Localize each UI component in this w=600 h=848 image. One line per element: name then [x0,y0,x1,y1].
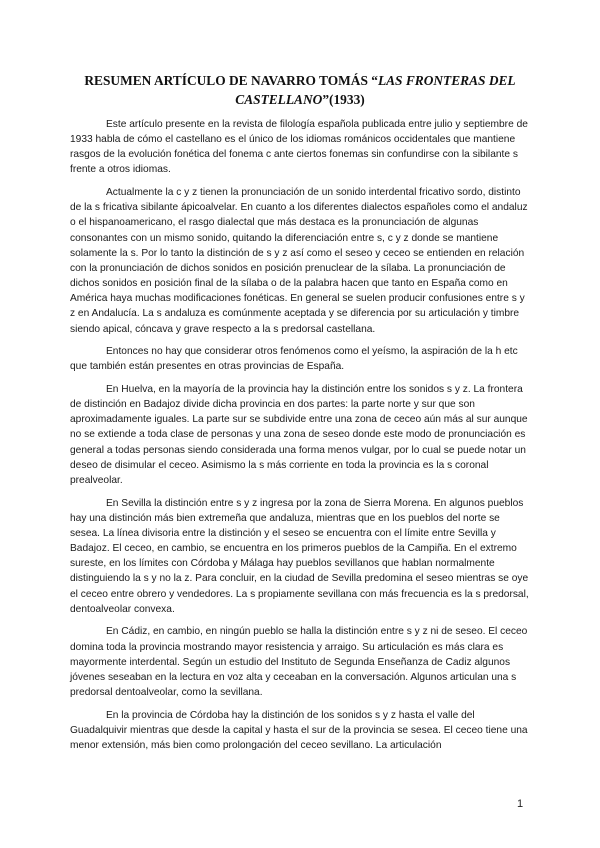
title-suffix: ”(1933) [322,92,365,107]
paragraph: En Huelva, en la mayoría de la provincia hay la distinción entre los sonidos s y z. La frontera de distinción en Badajoz divide dicha provincia en dos partes: la parte norte y sur que son aproximadamente iguales. La parte sur se subdivide entre una zona de ceceo aún más al sur aunque no se extiende a toda clase de personas y una zona de seseo donde este modo de pronunciación es general a todas personas siendo considerada una forma menos vulgar, por lo cual se puede notar un deseo de disimular el ceceo. Asimismo la s más corriente en toda la provincia es la s coronal prealveolar. [70,384,528,486]
paragraph: Este artículo presente en la revista de filología española publicada entre julio y septiembre de 1933 habla de cómo el castellano es el único de los idiomas románicos occidentales que mantiene rasgos de la evolución fonética del fonema c ante ciertos fonemas sin confundirse con la sibilante s frente a otros idiomas. [70,119,528,176]
document-title [80,71,520,109]
page-number: 1 [517,798,524,810]
title-italic: LAS FRONTERAS DEL CASTELLANO [235,73,516,107]
title-prefix: RESUMEN ARTÍCULO DE NAVARRO TOMÁS “ [84,73,378,88]
document-body [70,117,532,761]
paragraph: Actualmente la c y z tienen la pronunciación de un sonido interdental fricativo sordo, distinto de la s fricativa sibilante ápicoalvelar. En cuanto a los diferentes dialectos españoles como el andaluz o el hispanoamericano, el rasgo dialectal que más destaca es la pronunciación de algunas consonantes con un mismo sonido, quitando la diferenciación entre s, c y z donde se mantiene solamente la s. Por lo tanto la distinción de s y z así como el seseo y ceceo se entienden en relación con la pronunciación de dichos sonidos en posición prenuclear de la sílaba. La pronunciación de dichos sonidos en posición final de la sílaba o de la palabra hacen que tanto en España como en América haya muchas modificaciones fonéticas. En general se suelen producir confusiones entre s y z en Andalucía. La s andaluza es comúnmente aceptada y se diferencia por su articulación y timbre siendo apical, cóncava y grave respecto a la s predorsal castellana. [70,187,528,335]
paragraph: Entonces no hay que considerar otros fenómenos como el yeísmo, la aspiración de la h etc que también están presentes en otras provincias de España. [70,346,518,373]
paragraph: En Sevilla la distinción entre s y z ingresa por la zona de Sierra Morena. En algunos pueblos hay una distinción más bien extremeña que andaluza, mientras que en los pueblos del norte se sesea. La línea divisoria entre la distinción y el seseo se encuentra con el límite entre Sevilla y Badajoz. El ceceo, en cambio, se encuentra en los primeros pueblos de la Campiña. En el extremo sureste, en los límites con Córdoba y Málaga hay pueblos sevillanos que hablan normalmente distinguiendo la s y no la z. Para concluir, en la ciudad de Sevilla predomina el seseo mientras se oye el ceceo entre obrero y vendedores. La s propiamente sevillana con más frecuencia es la s predorsal, dentoalveolar convexa. [70,497,529,615]
paragraph: En la provincia de Córdoba hay la distinción de los sonidos s y z hasta el valle del Guadalquivir mientras que desde la capital y hasta el sur de la provincia se sesea. El ceceo tiene una menor extensión, más bien como prolongación del ceceo sevillano. La articulación [70,709,528,751]
paragraph: En Cádiz, en cambio, en ningún pueblo se halla la distinción entre s y z ni de seseo. El ceceo domina toda la provincia mostrando mayor resistencia y arraigo. Su articulación es más clara es mayormente interdental. Según un estudio del Instituto de Segunda Enseñanza de Cadiz algunos jóvenes seseaban en la lectura en voz alta y ceceaban en la conversación. Algunos articulan una s predorsal dentoalveolar, como la sevillana. [70,626,528,698]
